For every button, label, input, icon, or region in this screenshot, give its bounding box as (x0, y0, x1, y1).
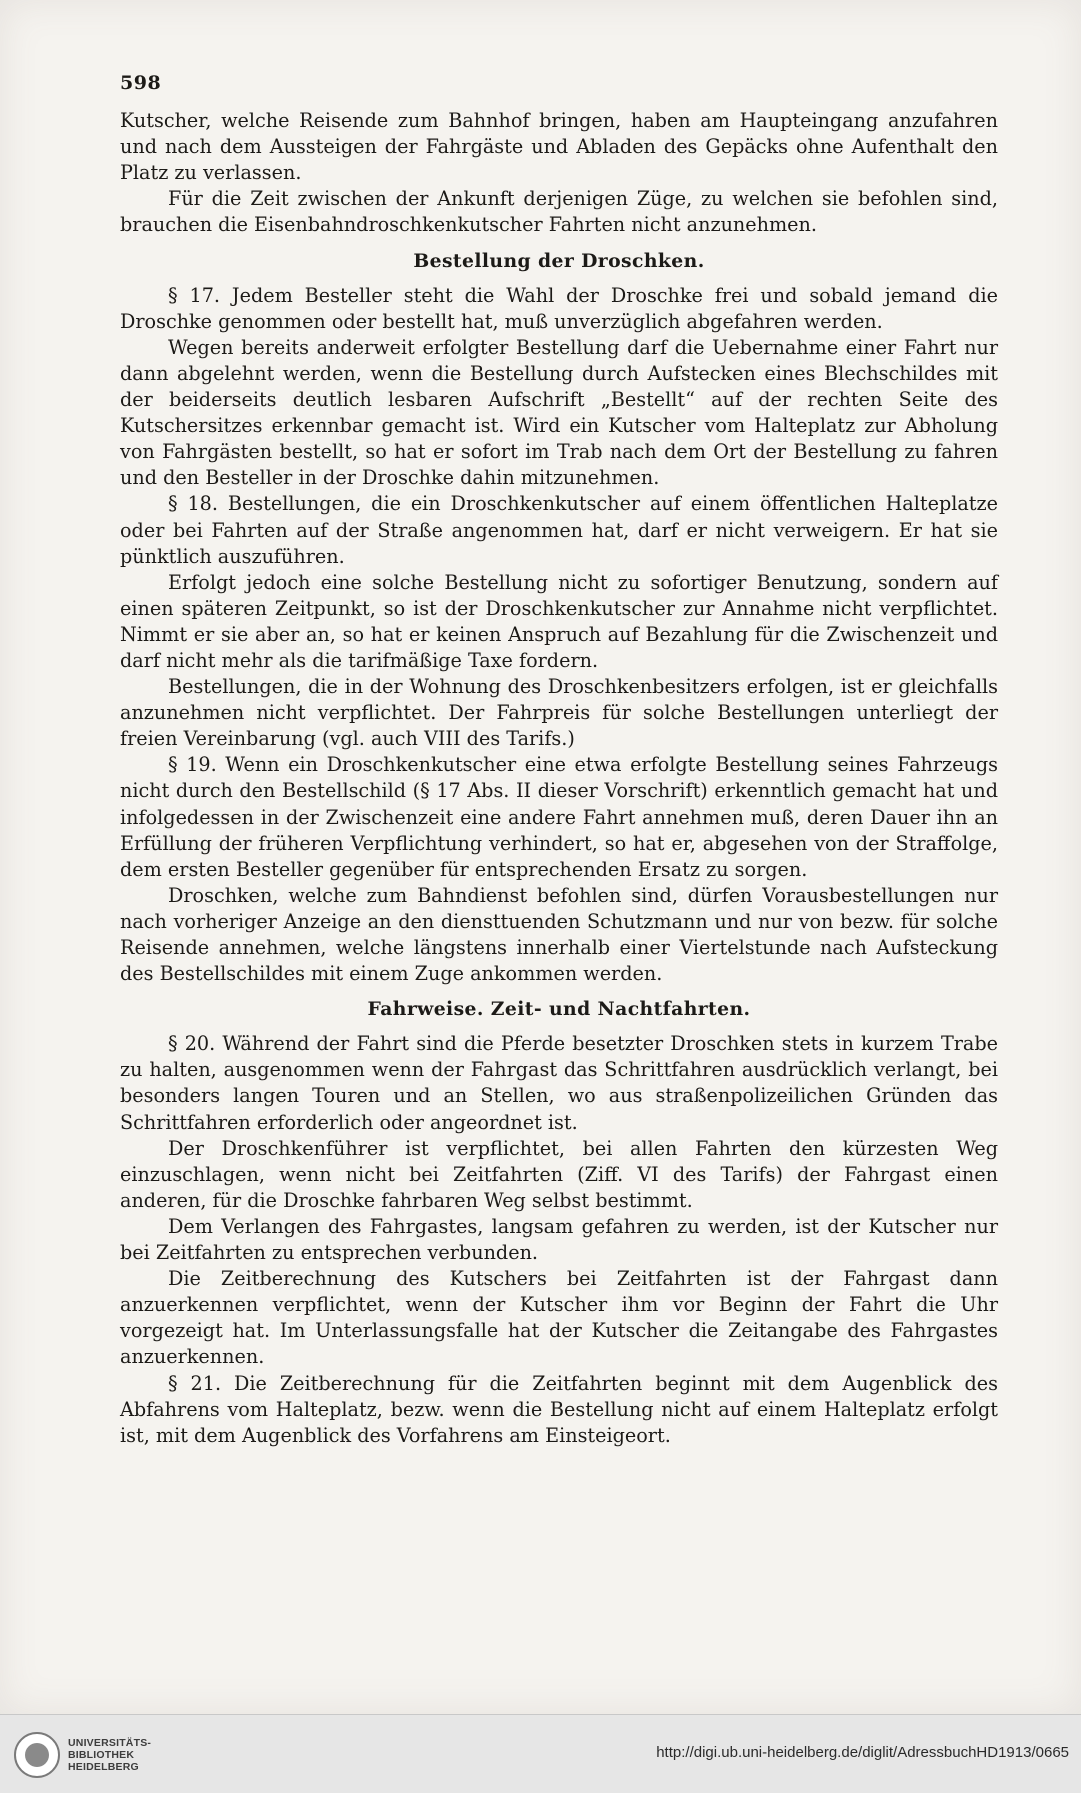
paragraph: § 19. Wenn ein Droschkenkutscher eine etwa erfolgte Bestellung seines Fahrzeugs nicht durch den Bestellschild (§ 17 Abs. II dieser Vorschrift) erkenntlich gemacht hat und infolgedessen in der Zwischenzeit eine andere Fahrt annehmen muß, deren Dauer ihn an Erfüllung der früheren Verpflichtung verhindert, so hat er, abgesehen von der Straffolge, dem ersten Besteller gegenüber für entsprechenden Ersatz zu sorgen. (120, 753, 998, 881)
footer-bar (0, 1714, 1081, 1793)
paragraph: Wegen bereits anderweit erfolgter Bestellung darf die Uebernahme einer Fahrt nur dann abgelehnt werden, wenn die Bestellung durch Aufstecken eines Blechschildes mit der beiderseits deutlich lesbaren Aufschrift „Bestellt“ auf der rechten Seite des Kutschersitzes erkennbar gemacht ist. Wird ein Kutscher vom Halteplatz zur Abholung von Fahrgästen bestellt, so hat er sofort im Trab nach dem Ort der Bestellung zu fahren und den Besteller in der Droschke dahin mitzunehmen. (120, 335, 998, 490)
section-heading: Bestellung der Droschken. (413, 249, 705, 272)
library-logo[interactable] (14, 1730, 152, 1780)
paragraph: Droschken, welche zum Bahndienst befohlen sind, dürfen Vorausbestellungen nur nach vorheriger Anzeige an den diensttuenden Schutzmann und nur von bezw. für solche Reisende annehmen, welche längstens innerhalb einer Viertelstunde nach Aufsteckung des Bestellschildes mit einem Zuge ankommen werden. (120, 883, 998, 986)
paragraph: § 18. Bestellungen, die ein Droschkenkutscher auf einem öffentlichen Halteplatze oder bei Fahrten auf der Straße angenommen hat, darf er nicht verweigern. Er hat sie pünktlich auszuführen. (120, 492, 998, 568)
paragraph: § 21. Die Zeitberechnung für die Zeitfahrten beginnt mit dem Augenblick des Abfahrens vom Halteplatz, bezw. wenn die Bestellung nicht auf einem Halteplatz erfolgt ist, mit dem Augenblick des Vorfahrens am Einsteigeort. (120, 1371, 998, 1447)
page-number: 598 (120, 72, 162, 94)
paragraph: Für die Zeit zwischen der Ankunft derjenigen Züge, zu welchen sie befohlen sind, brauchen die Eisenbahndroschkenkutscher Fahrten nicht anzunehmen. (120, 187, 998, 237)
logo-text (68, 1737, 178, 1773)
paragraph: Bestellungen, die in der Wohnung des Droschkenbesitzers erfolgen, ist er gleichfalls anzunehmen nicht verpflichtet. Der Fahrpreis für solche Bestellungen unterliegt der freien Vereinbarung (vgl. auch VIII des Tarifs.) (120, 675, 998, 751)
source-url-link[interactable]: http://digi.ub.uni-heidelberg.de/diglit/AdressbuchHD1913/0665 (656, 1744, 1069, 1761)
logo-line: HEIDELBERG (68, 1761, 139, 1773)
paragraph: Dem Verlangen des Fahrgastes, langsam gefahren zu werden, ist der Kutscher nur bei Zeitfahrten zu entsprechen verbunden. (120, 1214, 998, 1265)
paragraph: Der Droschkenführer ist verpflichtet, bei allen Fahrten den kürzesten Weg einzuschlagen, wenn nicht bei Zeitfahrten (Ziff. VI des Tarifs) der Fahrgast einen anderen, für die Droschke fahrbaren Weg selbst bestimmt. (120, 1136, 998, 1212)
paragraph: Die Zeitberechnung des Kutschers bei Zeitfahrten ist der Fahrgast dann anzuerkennen verpflichtet, wenn der Kutscher ihm vor Beginn der Fahrt die Uhr vorgezeigt hat. Im Unterlassungsfalle hat der Kutscher die Zeitangabe des Fahrgastes anzuerkennen. (120, 1267, 998, 1369)
logo-line: UNIVERSITÄTS- (68, 1737, 152, 1749)
paragraph: § 20. Während der Fahrt sind die Pferde besetzter Droschken stets in kurzem Trabe zu halten, ausgenommen wenn der Fahrgast das Schrittfahren ausdrücklich verlangt, bei besonders langen Touren und an Stellen, wo aus straßenpolizeilichen Gründen das Schrittfahren erforderlich oder angeordnet ist. (120, 1032, 998, 1134)
section-heading: Fahrweise. Zeit- und Nachtfahrten. (367, 998, 751, 1021)
seal-icon (14, 1732, 60, 1778)
paragraph: Kutscher, welche Reisende zum Bahnhof bringen, haben am Haupteingang anzufahren und nach dem Aussteigen der Fahrgäste und Abladen des Gepäcks ohne Aufenthalt den Platz zu verlassen. (120, 109, 998, 185)
paragraph: Erfolgt jedoch eine solche Bestellung nicht zu sofortiger Benutzung, sondern auf einen späteren Zeitpunkt, so ist der Droschkenkutscher zur Annahme nicht verpflichtet. Nimmt er sie aber an, so hat er keinen Anspruch auf Bezahlung für die Zwischenzeit und darf nicht mehr als die tarifmäßige Taxe fordern. (120, 570, 998, 672)
document-text (120, 70, 998, 1449)
paragraph: § 17. Jedem Besteller steht die Wahl der Droschke frei und sobald jemand die Droschke genommen oder bestellt hat, muß unverzüglich abgefahren werden. (120, 283, 998, 333)
logo-line: BIBLIOTHEK (68, 1749, 135, 1761)
